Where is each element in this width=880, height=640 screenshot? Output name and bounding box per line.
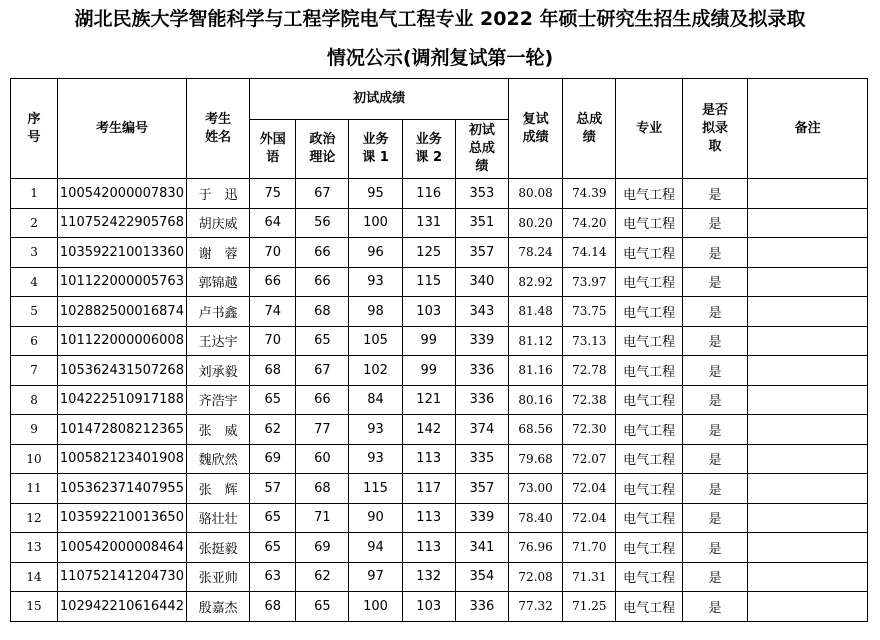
cell-retest-score: 72.08 (509, 562, 563, 592)
cell-course-1: 96 (349, 238, 402, 268)
cell-foreign-language: 74 (250, 297, 296, 327)
header-index: 序 号 (11, 79, 58, 179)
header-remark: 备注 (748, 79, 868, 179)
cell-exam-no: 110752422905768 (58, 208, 187, 238)
table-row (11, 503, 868, 533)
cell-index: 9 (11, 415, 58, 445)
cell-course-2: 113 (402, 533, 455, 563)
cell-remark (748, 415, 868, 445)
cell-foreign-language: 65 (250, 503, 296, 533)
cell-course-1: 93 (349, 267, 402, 297)
cell-name: 郭锦越 (186, 267, 249, 297)
cell-course-2: 103 (402, 592, 455, 622)
cell-course-1: 93 (349, 444, 402, 474)
cell-admit: 是 (682, 208, 747, 238)
cell-foreign-language: 70 (250, 326, 296, 356)
cell-remark (748, 533, 868, 563)
cell-major: 电气工程 (616, 326, 682, 356)
cell-name: 张亚帅 (186, 562, 249, 592)
cell-major: 电气工程 (616, 267, 682, 297)
cell-remark (748, 326, 868, 356)
cell-politics: 77 (296, 415, 349, 445)
cell-major: 电气工程 (616, 533, 682, 563)
cell-index: 1 (11, 179, 58, 209)
cell-total-score: 71.31 (563, 562, 616, 592)
cell-total-score: 74.20 (563, 208, 616, 238)
cell-exam-no: 103592210013360 (58, 238, 187, 268)
cell-remark (748, 208, 868, 238)
cell-name: 骆壮壮 (186, 503, 249, 533)
table-row (11, 208, 868, 238)
cell-prelim-total: 343 (455, 297, 508, 327)
cell-politics: 67 (296, 179, 349, 209)
cell-major: 电气工程 (616, 385, 682, 415)
cell-total-score: 72.07 (563, 444, 616, 474)
cell-politics: 66 (296, 267, 349, 297)
cell-retest-score: 80.08 (509, 179, 563, 209)
table-row (11, 238, 868, 268)
cell-exam-no: 104222510917188 (58, 385, 187, 415)
table-row (11, 592, 868, 622)
header-politics: 政治 理论 (296, 120, 349, 179)
cell-admit: 是 (682, 444, 747, 474)
cell-remark (748, 474, 868, 504)
cell-foreign-language: 57 (250, 474, 296, 504)
cell-course-2: 132 (402, 562, 455, 592)
cell-foreign-language: 68 (250, 592, 296, 622)
cell-course-2: 121 (402, 385, 455, 415)
cell-major: 电气工程 (616, 238, 682, 268)
cell-politics: 66 (296, 385, 349, 415)
cell-retest-score: 76.96 (509, 533, 563, 563)
cell-exam-no: 100542000008464 (58, 533, 187, 563)
cell-index: 3 (11, 238, 58, 268)
cell-index: 4 (11, 267, 58, 297)
cell-total-score: 73.97 (563, 267, 616, 297)
cell-remark (748, 297, 868, 327)
cell-total-score: 72.30 (563, 415, 616, 445)
cell-course-2: 125 (402, 238, 455, 268)
cell-total-score: 73.13 (563, 326, 616, 356)
cell-course-1: 84 (349, 385, 402, 415)
cell-name: 张 威 (186, 415, 249, 445)
header-course-2: 业务 课 2 (402, 120, 455, 179)
document-title-line2: 情况公示(调剂复试第一轮) (326, 47, 554, 69)
cell-name: 谢 蓉 (186, 238, 249, 268)
cell-politics: 65 (296, 326, 349, 356)
cell-exam-no: 100582123401908 (58, 444, 187, 474)
cell-name: 于 迅 (186, 179, 249, 209)
cell-exam-no: 101122000006008 (58, 326, 187, 356)
cell-major: 电气工程 (616, 179, 682, 209)
cell-exam-no: 105362431507268 (58, 356, 187, 386)
cell-index: 6 (11, 326, 58, 356)
cell-course-1: 90 (349, 503, 402, 533)
table-row (11, 356, 868, 386)
cell-total-score: 71.25 (563, 592, 616, 622)
cell-foreign-language: 70 (250, 238, 296, 268)
cell-index: 11 (11, 474, 58, 504)
cell-major: 电气工程 (616, 356, 682, 386)
cell-retest-score: 78.40 (509, 503, 563, 533)
cell-course-1: 93 (349, 415, 402, 445)
cell-admit: 是 (682, 267, 747, 297)
cell-index: 8 (11, 385, 58, 415)
cell-politics: 60 (296, 444, 349, 474)
cell-course-1: 95 (349, 179, 402, 209)
cell-prelim-total: 354 (455, 562, 508, 592)
cell-course-1: 97 (349, 562, 402, 592)
cell-retest-score: 78.24 (509, 238, 563, 268)
cell-retest-score: 82.92 (509, 267, 563, 297)
cell-foreign-language: 68 (250, 356, 296, 386)
cell-course-2: 116 (402, 179, 455, 209)
cell-admit: 是 (682, 562, 747, 592)
header-prelim-group: 初试成绩 (250, 79, 509, 120)
cell-admit: 是 (682, 415, 747, 445)
cell-total-score: 72.04 (563, 474, 616, 504)
cell-course-2: 99 (402, 326, 455, 356)
cell-politics: 56 (296, 208, 349, 238)
cell-prelim-total: 353 (455, 179, 508, 209)
cell-foreign-language: 75 (250, 179, 296, 209)
cell-politics: 66 (296, 238, 349, 268)
cell-index: 12 (11, 503, 58, 533)
cell-retest-score: 81.48 (509, 297, 563, 327)
cell-index: 5 (11, 297, 58, 327)
document-title-line1: 湖北民族大学智能科学与工程学院电气工程专业 2022 年硕士研究生招生成绩及拟录取 (74, 8, 806, 30)
header-retest-score: 复试 成绩 (509, 79, 563, 179)
cell-name: 王达宇 (186, 326, 249, 356)
cell-prelim-total: 339 (455, 503, 508, 533)
table-row (11, 385, 868, 415)
cell-total-score: 71.70 (563, 533, 616, 563)
cell-index: 10 (11, 444, 58, 474)
cell-retest-score: 79.68 (509, 444, 563, 474)
header-total-score: 总成 绩 (563, 79, 616, 179)
cell-retest-score: 81.12 (509, 326, 563, 356)
cell-index: 13 (11, 533, 58, 563)
cell-course-2: 113 (402, 444, 455, 474)
cell-index: 7 (11, 356, 58, 386)
cell-admit: 是 (682, 326, 747, 356)
cell-prelim-total: 340 (455, 267, 508, 297)
cell-prelim-total: 336 (455, 592, 508, 622)
cell-retest-score: 81.16 (509, 356, 563, 386)
cell-name: 张 辉 (186, 474, 249, 504)
cell-course-1: 94 (349, 533, 402, 563)
cell-exam-no: 105362371407955 (58, 474, 187, 504)
cell-politics: 71 (296, 503, 349, 533)
table-row (11, 562, 868, 592)
cell-prelim-total: 336 (455, 385, 508, 415)
cell-index: 2 (11, 208, 58, 238)
cell-foreign-language: 63 (250, 562, 296, 592)
cell-retest-score: 73.00 (509, 474, 563, 504)
cell-major: 电气工程 (616, 503, 682, 533)
cell-politics: 65 (296, 592, 349, 622)
cell-remark (748, 267, 868, 297)
cell-retest-score: 80.20 (509, 208, 563, 238)
cell-name: 卢书鑫 (186, 297, 249, 327)
cell-foreign-language: 65 (250, 533, 296, 563)
cell-politics: 68 (296, 474, 349, 504)
cell-course-1: 105 (349, 326, 402, 356)
cell-exam-no: 101472808212365 (58, 415, 187, 445)
cell-foreign-language: 62 (250, 415, 296, 445)
cell-remark (748, 444, 868, 474)
cell-course-1: 98 (349, 297, 402, 327)
cell-prelim-total: 357 (455, 474, 508, 504)
cell-foreign-language: 64 (250, 208, 296, 238)
cell-retest-score: 77.32 (509, 592, 563, 622)
cell-course-1: 115 (349, 474, 402, 504)
cell-remark (748, 179, 868, 209)
cell-total-score: 74.14 (563, 238, 616, 268)
table-row (11, 267, 868, 297)
admission-score-table (10, 78, 868, 622)
cell-remark (748, 503, 868, 533)
cell-major: 电气工程 (616, 592, 682, 622)
header-major: 专业 (616, 79, 682, 179)
cell-total-score: 73.75 (563, 297, 616, 327)
cell-admit: 是 (682, 592, 747, 622)
cell-course-2: 115 (402, 267, 455, 297)
cell-total-score: 72.38 (563, 385, 616, 415)
cell-major: 电气工程 (616, 415, 682, 445)
cell-politics: 68 (296, 297, 349, 327)
table-body (11, 179, 868, 622)
cell-exam-no: 102882500016874 (58, 297, 187, 327)
table-row (11, 179, 868, 209)
cell-name: 张挺毅 (186, 533, 249, 563)
cell-remark (748, 238, 868, 268)
cell-admit: 是 (682, 385, 747, 415)
cell-admit: 是 (682, 179, 747, 209)
cell-total-score: 74.39 (563, 179, 616, 209)
cell-name: 胡庆威 (186, 208, 249, 238)
cell-course-2: 103 (402, 297, 455, 327)
cell-course-2: 117 (402, 474, 455, 504)
cell-politics: 69 (296, 533, 349, 563)
cell-prelim-total: 335 (455, 444, 508, 474)
cell-prelim-total: 341 (455, 533, 508, 563)
cell-remark (748, 562, 868, 592)
table-row (11, 474, 868, 504)
cell-exam-no: 101122000005763 (58, 267, 187, 297)
cell-name: 魏欣然 (186, 444, 249, 474)
cell-retest-score: 68.56 (509, 415, 563, 445)
cell-exam-no: 110752141204730 (58, 562, 187, 592)
cell-major: 电气工程 (616, 562, 682, 592)
cell-name: 殷嘉杰 (186, 592, 249, 622)
cell-name: 刘承毅 (186, 356, 249, 386)
cell-course-2: 113 (402, 503, 455, 533)
table-row (11, 297, 868, 327)
cell-course-1: 102 (349, 356, 402, 386)
cell-prelim-total: 351 (455, 208, 508, 238)
cell-exam-no: 100542000007830 (58, 179, 187, 209)
header-course-1: 业务 课 1 (349, 120, 402, 179)
cell-total-score: 72.04 (563, 503, 616, 533)
cell-index: 15 (11, 592, 58, 622)
cell-prelim-total: 357 (455, 238, 508, 268)
cell-admit: 是 (682, 474, 747, 504)
cell-course-1: 100 (349, 592, 402, 622)
cell-course-2: 99 (402, 356, 455, 386)
cell-admit: 是 (682, 356, 747, 386)
cell-remark (748, 592, 868, 622)
cell-exam-no: 103592210013650 (58, 503, 187, 533)
cell-foreign-language: 65 (250, 385, 296, 415)
table-row (11, 533, 868, 563)
cell-admit: 是 (682, 533, 747, 563)
cell-prelim-total: 374 (455, 415, 508, 445)
cell-major: 电气工程 (616, 474, 682, 504)
cell-admit: 是 (682, 503, 747, 533)
cell-prelim-total: 336 (455, 356, 508, 386)
cell-course-2: 142 (402, 415, 455, 445)
table-row (11, 415, 868, 445)
cell-major: 电气工程 (616, 297, 682, 327)
cell-exam-no: 102942210616442 (58, 592, 187, 622)
cell-prelim-total: 339 (455, 326, 508, 356)
header-prelim-total: 初试 总成 绩 (455, 120, 508, 179)
header-name: 考生 姓名 (186, 79, 249, 179)
cell-politics: 62 (296, 562, 349, 592)
table-row (11, 326, 868, 356)
cell-index: 14 (11, 562, 58, 592)
cell-major: 电气工程 (616, 208, 682, 238)
cell-admit: 是 (682, 297, 747, 327)
cell-retest-score: 80.16 (509, 385, 563, 415)
cell-politics: 67 (296, 356, 349, 386)
cell-name: 齐浩宇 (186, 385, 249, 415)
cell-foreign-language: 66 (250, 267, 296, 297)
cell-admit: 是 (682, 238, 747, 268)
cell-course-2: 131 (402, 208, 455, 238)
cell-foreign-language: 69 (250, 444, 296, 474)
header-admit: 是否 拟录 取 (682, 79, 747, 179)
cell-course-1: 100 (349, 208, 402, 238)
cell-total-score: 72.78 (563, 356, 616, 386)
cell-major: 电气工程 (616, 444, 682, 474)
table-row (11, 444, 868, 474)
cell-remark (748, 356, 868, 386)
cell-remark (748, 385, 868, 415)
header-foreign-language: 外国 语 (250, 120, 296, 179)
header-exam-no: 考生编号 (58, 79, 187, 179)
